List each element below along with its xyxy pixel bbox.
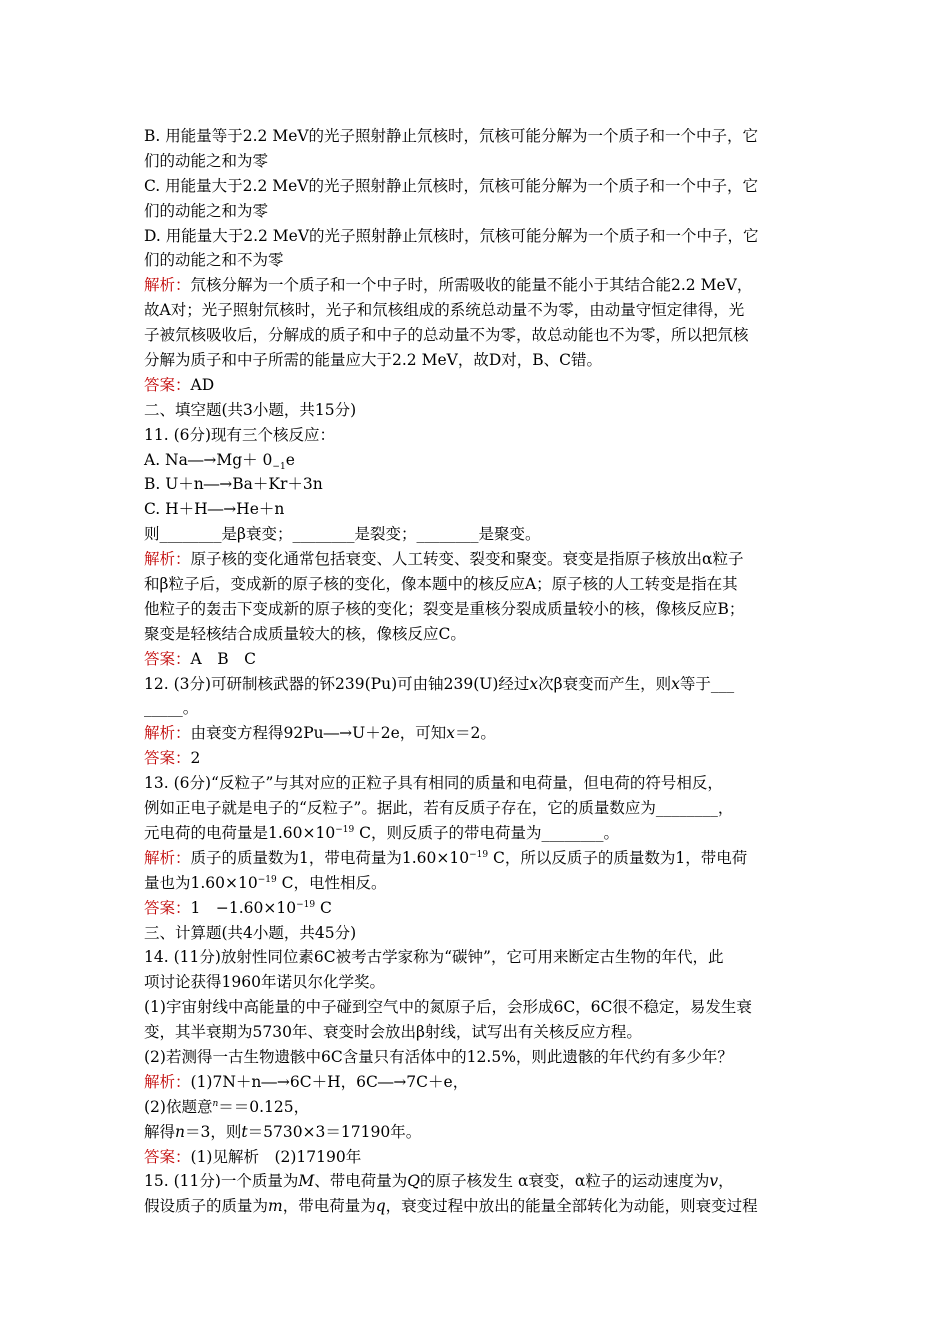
q10-answer: 答案：AD (144, 375, 215, 394)
q13-analysis-line2: 量也为$1.60\times 10^{-19}$ C，电性相反。 (144, 873, 387, 892)
analysis-label: 解析： (144, 550, 191, 569)
q11-analysis-line1: 解析：原子核的变化通常包括衰变、人工转变、裂变和聚变。衰变是指原子核放出α粒子 (144, 550, 744, 569)
q14-stem-line2: 项讨论获得1960年诺贝尔化学奖。 (144, 973, 385, 992)
analysis-label: 解析： (144, 848, 191, 867)
analysis-label: 解析： (144, 276, 191, 295)
q14-part1-line1: (1)宇宙射线中高能量的中子碰到空气中的氮原子后，会形成6C，6C很不稳定，易发生衰 (144, 998, 752, 1017)
q12-analysis: 解析：由衰变方程得92Pu―→U＋2e，可知x＝2。 (144, 724, 496, 743)
q14-answer: 答案：(1)见解析 (2)17190年 (144, 1147, 362, 1166)
q14-part2: (2)若测得一古生物遗骸中6C含量只有活体中的12.5%，则此遗骸的年代约有多少年？ (144, 1047, 733, 1066)
document-page (144, 124, 814, 1219)
q12-answer: 答案：2 (144, 749, 201, 768)
section-3-heading: 三、计算题(共4小题，共45分) (144, 923, 357, 942)
q11-reaction-a: A. Na―→Mg＋ $0_{-1}e$ (144, 450, 295, 472)
q10-analysis-line2: 故A对；光子照射氘核时，光子和氘核组成的系统总动量不为零，由动量守恒定律得，光 (144, 301, 745, 320)
q14-analysis-line1: 解析：(1)7N＋n―→6C＋H，6C―→7C＋e， (144, 1072, 469, 1091)
analysis-label: 解析： (144, 1072, 191, 1091)
q13-answer: 答案：1 $-1.60\times 10^{-19}$ C (144, 898, 332, 917)
q10-analysis-line3: 子被氘核吸收后，分解成的质子和中子的总动量不为零，故总动能也不为零，所以把氘核 (144, 326, 749, 345)
q11-answer: 答案：A B C (144, 649, 256, 668)
option-b-line2: 们的动能之和为零 (144, 151, 269, 170)
option-b-line1: B. 用能量等于2.2 MeV的光子照射静止氘核时，氘核可能分解为一个质子和一个中子，它 (144, 127, 759, 145)
q14-analysis-line3: 解得n＝3，则t＝5730×3＝17190年。 (144, 1122, 422, 1141)
option-d-line1: D. 用能量大于2.2 MeV的光子照射静止氘核时，氘核可能分解为一个质子和一个中子，它 (144, 226, 759, 245)
q11-blank-line: 则________是β衰变；________是裂变；________是聚变。 (144, 525, 541, 544)
q13-stem-line3: 元电荷的电荷量是$1.60\times 10^{-19}$ C，则反质子的带电荷量为________。 (144, 823, 620, 842)
q11-reaction-c: C. H＋H―→He＋n (144, 500, 285, 519)
q12-stem-line2: _____。 (144, 699, 199, 718)
q12-stem-line1: 12. (3分)可研制核武器的钚239(Pu)可由铀239(U)经过x次β衰变而产生，则x等于___ (144, 674, 735, 693)
q11-stem: 11. (6分)现有三个核反应： (144, 425, 336, 444)
q14-analysis-line2: (2)依题意$^n$＝＝0.125， (144, 1097, 310, 1116)
q13-analysis-line1: 解析：质子的质量数为1，带电荷量为$1.60\times 10^{-19}$ C，所以反质子的质量数为1，带电荷 (144, 848, 748, 867)
q11-analysis-line3: 他粒子的轰击下变成新的原子核的变化；裂变是重核分裂成质量较小的核，像核反应B； (144, 599, 745, 618)
q11-analysis-line4: 聚变是轻核结合成质量较大的核，像核反应C。 (144, 624, 466, 643)
q13-stem-line2: 例如正电子就是电子的“反粒子”。据此，若有反质子存在，它的质量数应为________， (144, 799, 734, 818)
option-c-line2: 们的动能之和为零 (144, 201, 269, 220)
analysis-label: 解析： (144, 724, 191, 743)
q14-part1-line2: 变，其半衰期为5730年、衰变时会放出β射线，试写出有关核反应方程。 (144, 1023, 642, 1042)
q15-stem-line1: 15. (11分)一个质量为M、带电荷量为Q的原子核发生 α衰变，α粒子的运动速度为v， (144, 1172, 734, 1191)
answer-label: 答案： (144, 649, 191, 668)
q10-analysis-line4: 分解为质子和中子所需的能量应大于2.2 MeV，故D对，B、C错。 (144, 351, 602, 370)
answer-label: 答案： (144, 375, 191, 394)
q11-reaction-b: B. U＋n―→Ba＋Kr＋3n (144, 475, 323, 494)
q13-stem-line1: 13. (6分)“反粒子”与其对应的正粒子具有相同的质量和电荷量，但电荷的符号相反， (144, 774, 723, 793)
q15-stem-line2: 假设质子的质量为m，带电荷量为q，衰变过程中放出的能量全部转化为动能，则衰变过程 (144, 1197, 758, 1216)
section-2-heading: 二、填空题(共3小题，共15分) (144, 400, 357, 419)
q14-stem-line1: 14. (11分)放射性同位素6C被考古学家称为“碳钟”，它可用来断定古生物的年代，此 (144, 948, 724, 967)
q10-analysis-line1: 解析：氘核分解为一个质子和一个中子时，所需吸收的能量不能小于其结合能2.2 MeV， (144, 276, 753, 295)
answer-label: 答案： (144, 1147, 191, 1166)
option-d-line2: 们的动能之和不为零 (144, 251, 284, 270)
option-c-line1: C. 用能量大于2.2 MeV的光子照射静止氘核时，氘核可能分解为一个质子和一个中子，它 (144, 176, 758, 195)
q11-analysis-line2: 和β粒子后，变成新的原子核的变化，像本题中的核反应A；原子核的人工转变是指在其 (144, 575, 738, 594)
answer-label: 答案： (144, 898, 191, 917)
answer-label: 答案： (144, 749, 191, 768)
